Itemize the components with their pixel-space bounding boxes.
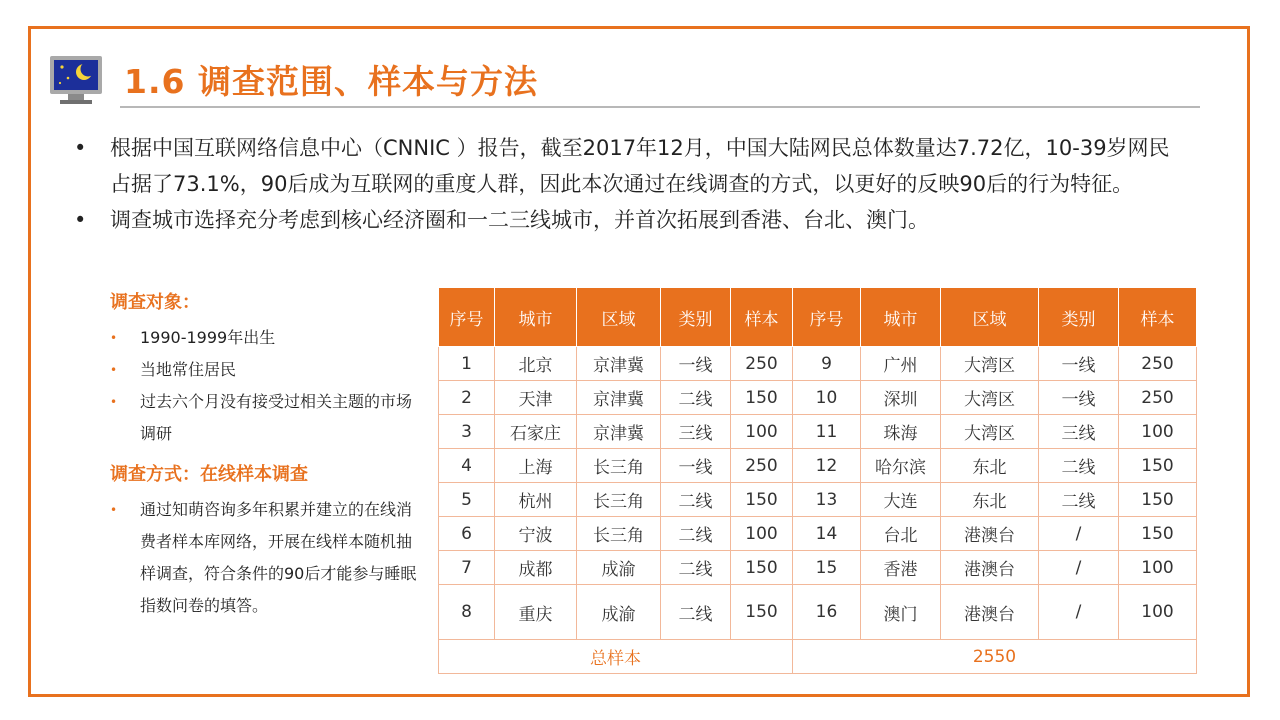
table-cell: 3	[439, 415, 495, 449]
table-cell: 一线	[1039, 381, 1119, 415]
table-cell: 大湾区	[941, 381, 1039, 415]
intro-bullet-text: 调查城市选择充分考虑到核心经济圈和一二三线城市，并首次拓展到香港、台北、澳门。	[110, 208, 929, 232]
table-row	[439, 381, 1197, 415]
table-cell: 1	[439, 347, 495, 381]
table-cell: 2	[439, 381, 495, 415]
table-cell: 150	[731, 483, 793, 517]
target-item	[110, 354, 430, 386]
table-cell: 哈尔滨	[861, 449, 941, 483]
table-cell: 港澳台	[941, 551, 1039, 585]
page-title: 1.6 调查范围、样本与方法	[124, 62, 538, 101]
table-cell: 澳门	[861, 585, 941, 640]
table-cell: 重庆	[495, 585, 577, 640]
table-cell: 京津冀	[577, 415, 661, 449]
table-cell: 二线	[661, 585, 731, 640]
total-value: 2550	[793, 640, 1197, 674]
sample-table	[438, 287, 1197, 674]
bullet-mark: •	[74, 136, 87, 160]
table-cell: 长三角	[577, 517, 661, 551]
column-header: 类别	[661, 288, 731, 347]
table-cell: 台北	[861, 517, 941, 551]
table-cell: 150	[731, 381, 793, 415]
table-cell: 150	[1119, 483, 1197, 517]
table-row	[439, 585, 1197, 640]
table-cell: 二线	[661, 483, 731, 517]
table-cell: 250	[1119, 347, 1197, 381]
table-cell: 港澳台	[941, 585, 1039, 640]
table-row	[439, 483, 1197, 517]
intro-bullet	[68, 202, 1208, 238]
table-row	[439, 449, 1197, 483]
column-header: 类别	[1039, 288, 1119, 347]
intro-bullets	[68, 130, 1208, 238]
column-header: 样本	[1119, 288, 1197, 347]
table-header-row	[439, 288, 1197, 347]
table-cell: 5	[439, 483, 495, 517]
table-cell: 一线	[661, 449, 731, 483]
table-cell: 三线	[661, 415, 731, 449]
table-cell: 二线	[661, 551, 731, 585]
table-cell: /	[1039, 517, 1119, 551]
table-cell: 京津冀	[577, 347, 661, 381]
table-row	[439, 551, 1197, 585]
target-item-text: 当地常住居民	[140, 360, 237, 379]
sub-mark: •	[110, 503, 118, 517]
target-item-text: 1990-1999年出生	[140, 328, 276, 347]
table-cell: 6	[439, 517, 495, 551]
table-cell: 100	[1119, 585, 1197, 640]
sub-mark: •	[110, 395, 118, 409]
table-row	[439, 415, 1197, 449]
monitor-night-icon	[48, 52, 104, 108]
table-cell: /	[1039, 551, 1119, 585]
table-cell: 北京	[495, 347, 577, 381]
table-cell: 成渝	[577, 551, 661, 585]
sub-mark: •	[110, 363, 118, 377]
table-cell: /	[1039, 585, 1119, 640]
table-cell: 大湾区	[941, 415, 1039, 449]
column-header: 序号	[793, 288, 861, 347]
table-cell: 一线	[661, 347, 731, 381]
table-cell: 100	[731, 415, 793, 449]
target-list	[110, 322, 430, 450]
table-cell: 东北	[941, 449, 1039, 483]
table-cell: 250	[731, 347, 793, 381]
table-cell: 深圳	[861, 381, 941, 415]
table-cell: 150	[1119, 517, 1197, 551]
table-cell: 150	[731, 551, 793, 585]
total-label: 总样本	[439, 640, 793, 674]
table-cell: 9	[793, 347, 861, 381]
table-cell: 成都	[495, 551, 577, 585]
table-cell: 4	[439, 449, 495, 483]
table-cell: 广州	[861, 347, 941, 381]
table-cell: 上海	[495, 449, 577, 483]
table-cell: 16	[793, 585, 861, 640]
target-item-text: 过去六个月没有接受过相关主题的市场调研	[140, 392, 413, 443]
table-cell: 二线	[1039, 449, 1119, 483]
column-header: 序号	[439, 288, 495, 347]
table-cell: 二线	[1039, 483, 1119, 517]
table-cell: 二线	[661, 381, 731, 415]
table-cell: 100	[1119, 551, 1197, 585]
target-item	[110, 386, 430, 450]
table-cell: 100	[1119, 415, 1197, 449]
sub-mark: •	[110, 331, 118, 345]
table-cell: 宁波	[495, 517, 577, 551]
bullet-mark: •	[74, 208, 87, 232]
table-cell: 大湾区	[941, 347, 1039, 381]
table-cell: 京津冀	[577, 381, 661, 415]
table-cell: 250	[731, 449, 793, 483]
table-cell: 香港	[861, 551, 941, 585]
table-cell: 250	[1119, 381, 1197, 415]
table-cell: 150	[731, 585, 793, 640]
table-cell: 珠海	[861, 415, 941, 449]
table-cell: 二线	[661, 517, 731, 551]
table-cell: 14	[793, 517, 861, 551]
intro-bullet-text: 根据中国互联网络信息中心（CNNIC ）报告，截至2017年12月，中国大陆网民总体数量达7.72亿，10-39岁网民占据了73.1%，90后成为互联网的重度人群，因此本次通过在线调查的方式，以更好的反映90后的行为特征。	[110, 136, 1170, 196]
table-cell: 大连	[861, 483, 941, 517]
method-item-text: 通过知萌咨询多年积累并建立的在线消费者样本库网络，开展在线样本随机抽样调查，符合条件的90后才能参与睡眠指数问卷的填答。	[140, 500, 417, 615]
table-cell: 7	[439, 551, 495, 585]
table-cell: 100	[731, 517, 793, 551]
column-header: 样本	[731, 288, 793, 347]
table-cell: 15	[793, 551, 861, 585]
table-cell: 11	[793, 415, 861, 449]
total-row	[439, 640, 1197, 674]
column-header: 城市	[861, 288, 941, 347]
table-cell: 12	[793, 449, 861, 483]
table-cell: 150	[1119, 449, 1197, 483]
table-cell: 天津	[495, 381, 577, 415]
table-cell: 8	[439, 585, 495, 640]
target-heading: 调查对象：	[110, 292, 200, 313]
table-cell: 10	[793, 381, 861, 415]
table-cell: 港澳台	[941, 517, 1039, 551]
table-cell: 13	[793, 483, 861, 517]
table-cell: 杭州	[495, 483, 577, 517]
table-cell: 长三角	[577, 483, 661, 517]
column-header: 区域	[941, 288, 1039, 347]
method-item	[110, 494, 430, 622]
target-item	[110, 322, 430, 354]
table-row	[439, 517, 1197, 551]
table-row	[439, 347, 1197, 381]
column-header: 区域	[577, 288, 661, 347]
table-cell: 三线	[1039, 415, 1119, 449]
table-cell: 一线	[1039, 347, 1119, 381]
method-list	[110, 494, 430, 622]
intro-bullet	[68, 130, 1208, 202]
method-heading: 调查方式：在线样本调查	[110, 464, 308, 485]
table-cell: 石家庄	[495, 415, 577, 449]
table-cell: 成渝	[577, 585, 661, 640]
table-cell: 东北	[941, 483, 1039, 517]
title-divider	[120, 106, 1200, 108]
survey-details	[110, 288, 430, 632]
table-cell: 长三角	[577, 449, 661, 483]
column-header: 城市	[495, 288, 577, 347]
